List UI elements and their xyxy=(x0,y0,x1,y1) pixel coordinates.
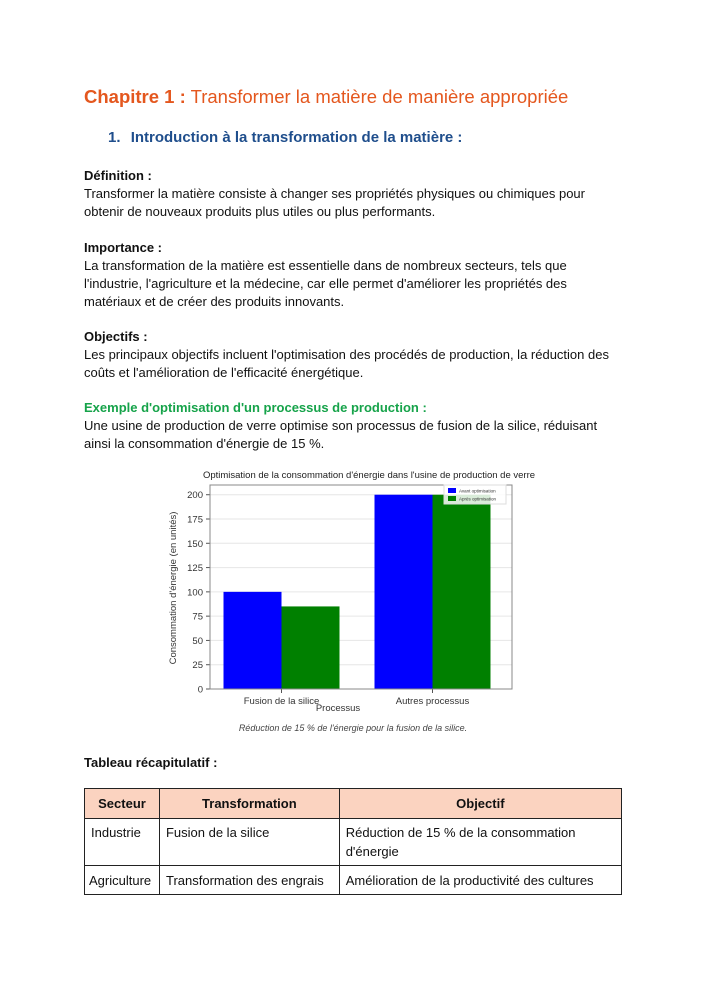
table-cell: Amélioration de la productivité des cultures xyxy=(339,866,621,895)
chart-ytick-label: 25 xyxy=(192,660,203,672)
table-header-cell: Objectif xyxy=(339,789,621,819)
summary-table xyxy=(84,788,622,895)
chart-ytick-label: 75 xyxy=(192,611,203,623)
objectifs-block xyxy=(84,328,624,382)
table-title: Tableau récapitulatif : xyxy=(84,755,218,770)
energy-chart xyxy=(160,463,545,743)
chart-xtick-label: Autres processus xyxy=(395,696,470,707)
table-cell: Réduction de 15 % de la consommation d'énergie xyxy=(339,819,621,866)
chart-xlabel: Processus xyxy=(315,703,361,714)
section-title: Introduction à la transformation de la matière : xyxy=(130,129,463,146)
table-header-row xyxy=(85,789,622,819)
chapter-title: Transformer la matière de manière appropriée xyxy=(190,86,569,107)
chart-bar xyxy=(375,495,433,689)
chart-ytick-label: 50 xyxy=(192,635,203,647)
table-row xyxy=(85,819,622,866)
objectifs-text: Les principaux objectifs incluent l'optimisation des procédés de production, la réduction des coûts et l'amélioration de l'efficacité énergétique. xyxy=(84,347,609,380)
importance-label: Importance : xyxy=(84,240,163,255)
example-block xyxy=(84,399,624,453)
table-header-cell: Secteur xyxy=(85,789,160,819)
energy-chart-svg xyxy=(160,463,545,743)
chapter-heading xyxy=(84,86,568,108)
table-header-cell: Transformation xyxy=(159,789,339,819)
chart-ytick-label: 150 xyxy=(187,538,203,550)
table-cell: Agriculture xyxy=(85,866,160,895)
chart-ytick-label: 0 xyxy=(197,684,203,696)
table-cell: Fusion de la silice xyxy=(159,819,339,866)
example-text: Une usine de production de verre optimise son processus de fusion de la silice, réduisant ainsi la consommation d'énergie de 15 %. xyxy=(84,418,598,451)
chart-bar xyxy=(433,495,491,689)
chart-legend-swatch xyxy=(448,488,456,493)
chart-ytick-label: 175 xyxy=(187,514,203,526)
table-cell: Transformation des engrais xyxy=(159,866,339,895)
chart-xtick-label: Fusion de la silice xyxy=(243,696,320,707)
chart-bar xyxy=(224,592,282,689)
chart-bar xyxy=(282,606,340,689)
definition-label: Définition : xyxy=(84,168,152,183)
chart-ylabel: Consommation d'énergie (en unités) xyxy=(168,511,179,665)
section-heading xyxy=(108,129,462,146)
chart-caption: Réduction de 15 % de l'énergie pour la fusion de la silice. xyxy=(238,723,468,733)
chart-ytick-label: 125 xyxy=(187,563,203,575)
definition-text: Transformer la matière consiste à changer ses propriétés physiques ou chimiques pour obtenir de nouveaux produits plus utiles ou plus performants. xyxy=(84,186,585,219)
chart-legend-label: Après optimisation xyxy=(459,496,497,502)
section-number: 1. xyxy=(108,129,121,146)
chart-ytick-label: 200 xyxy=(187,490,203,502)
chart-title: Optimisation de la consommation d'énergie dans l'usine de production de verre xyxy=(202,470,536,481)
objectifs-label: Objectifs : xyxy=(84,329,148,344)
importance-text: La transformation de la matière est essentielle dans de nombreux secteurs, tels que l'industrie, l'agriculture et la médecine, car elle permet d'améliorer les propriétés des matériaux et de créer des produits innovants. xyxy=(84,258,567,309)
importance-block xyxy=(84,239,624,311)
chart-legend-swatch xyxy=(448,496,456,501)
table-cell: Industrie xyxy=(85,819,160,866)
example-label: Exemple d'optimisation d'un processus de production : xyxy=(84,400,427,415)
table-row xyxy=(85,866,622,895)
chart-legend-label: Avant optimisation xyxy=(459,488,496,494)
definition-block xyxy=(84,167,624,221)
chart-ytick-label: 100 xyxy=(187,587,203,599)
chapter-prefix: Chapitre 1 : xyxy=(84,86,186,107)
